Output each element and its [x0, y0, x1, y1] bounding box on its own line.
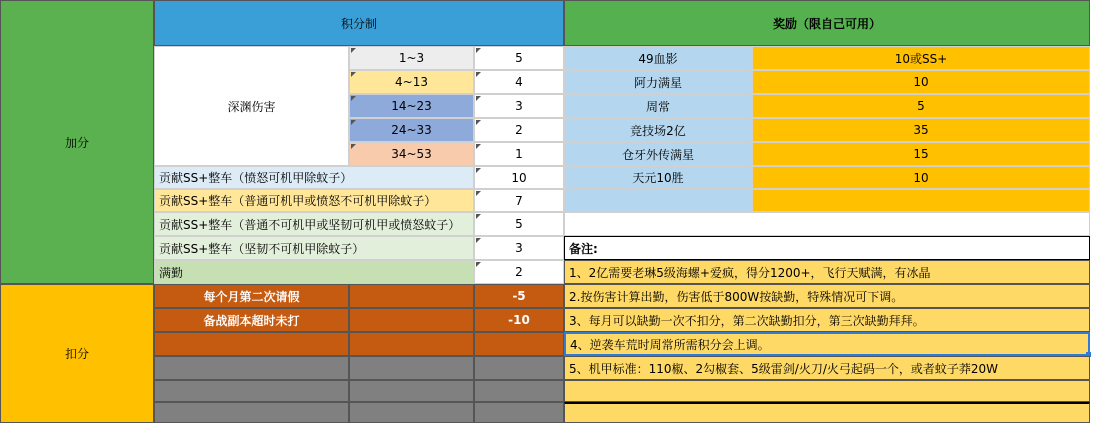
- abyss-rank-range[interactable]: 24~33: [349, 118, 474, 142]
- grey-empty-cell[interactable]: [474, 402, 564, 423]
- abyss-rank-points[interactable]: 5: [474, 46, 564, 70]
- note-empty[interactable]: [564, 380, 1090, 402]
- deduction-spacer[interactable]: [349, 284, 474, 308]
- add-section-label: 加分: [0, 0, 154, 284]
- contribution-label[interactable]: 贡献SS+整车（普通不可机甲或坚韧可机甲或愤怒蚊子）: [154, 212, 474, 236]
- contribution-points[interactable]: 10: [474, 166, 564, 189]
- abyss-damage-label: 深渊伤害: [154, 46, 349, 166]
- abyss-rank-points[interactable]: 4: [474, 70, 564, 94]
- abyss-rank-points[interactable]: 2: [474, 118, 564, 142]
- abyss-rank-points[interactable]: 3: [474, 94, 564, 118]
- reward-value[interactable]: 10或SS+: [752, 46, 1090, 70]
- reward-value[interactable]: 5: [752, 94, 1090, 118]
- deduction-label[interactable]: 备战副本超时未打: [154, 308, 349, 332]
- reward-value[interactable]: 15: [752, 142, 1090, 166]
- contribution-label[interactable]: 贡献SS+整车（普通可机甲或愤怒不可机甲除蚊子）: [154, 189, 474, 212]
- grey-empty-cell[interactable]: [349, 356, 474, 380]
- deduction-points[interactable]: -5: [474, 284, 564, 308]
- abyss-rank-range[interactable]: 34~53: [349, 142, 474, 166]
- grey-empty-cell[interactable]: [349, 380, 474, 402]
- abyss-rank-points[interactable]: 1: [474, 142, 564, 166]
- deduction-empty-row[interactable]: [349, 332, 474, 356]
- deduction-spacer[interactable]: [349, 308, 474, 332]
- deduct-section-label: 扣分: [0, 284, 154, 423]
- reward-item[interactable]: 竞技场2亿: [564, 118, 752, 142]
- reward-item[interactable]: 仓牙外传满星: [564, 142, 752, 166]
- grey-empty-cell[interactable]: [474, 380, 564, 402]
- abyss-rank-range[interactable]: 1~3: [349, 46, 474, 70]
- deduction-label[interactable]: 每个月第二次请假: [154, 284, 349, 308]
- full-attendance-points[interactable]: 2: [474, 260, 564, 284]
- contribution-points[interactable]: 5: [474, 212, 564, 236]
- note-line[interactable]: 2.按伤害计算出勤，伤害低于800W按缺勤，特殊情况可下调。: [564, 284, 1090, 308]
- note-empty[interactable]: [564, 402, 1090, 423]
- note-line[interactable]: 1、2亿需要老琳5级海螺+爱疯，得分1200+，飞行天赋满，有冰晶: [564, 260, 1090, 284]
- deduction-empty-row[interactable]: [474, 332, 564, 356]
- grey-empty-cell[interactable]: [474, 356, 564, 380]
- deduction-empty-row[interactable]: [154, 332, 349, 356]
- contribution-label[interactable]: 贡献SS+整车（坚韧不可机甲除蚊子）: [154, 236, 474, 260]
- grey-empty-cell[interactable]: [154, 380, 349, 402]
- deduction-points[interactable]: -10: [474, 308, 564, 332]
- contribution-points[interactable]: 7: [474, 189, 564, 212]
- grey-empty-cell[interactable]: [154, 356, 349, 380]
- note-line-selected[interactable]: 4、逆袭车荒时周常所需积分会上调。: [564, 332, 1090, 356]
- reward-value[interactable]: 35: [752, 118, 1090, 142]
- empty-cell[interactable]: [564, 212, 1090, 236]
- reward-value[interactable]: 10: [752, 70, 1090, 94]
- reward-item[interactable]: 49血影: [564, 46, 752, 70]
- reward-item[interactable]: 阿力满星: [564, 70, 752, 94]
- note-line[interactable]: 5、机甲标准：110椒、2勾椒套、5级雷剑/火刀/火弓起码一个，或者蚊子莽20W: [564, 356, 1090, 380]
- reward-item[interactable]: 天元10胜: [564, 166, 752, 189]
- rewards-header: 奖励（限自己可用）: [564, 0, 1090, 46]
- grey-empty-cell[interactable]: [349, 402, 474, 423]
- contribution-points[interactable]: 3: [474, 236, 564, 260]
- reward-item-empty[interactable]: [564, 189, 752, 212]
- notes-title: 备注:: [564, 236, 1090, 260]
- contribution-label[interactable]: 贡献SS+整车（愤怒可机甲除蚊子）: [154, 166, 474, 189]
- reward-item[interactable]: 周常: [564, 94, 752, 118]
- grey-empty-cell[interactable]: [154, 402, 349, 423]
- abyss-rank-range[interactable]: 14~23: [349, 94, 474, 118]
- note-line[interactable]: 3、每月可以缺勤一次不扣分，第二次缺勤扣分，第三次缺勤拜拜。: [564, 308, 1090, 332]
- points-system-header: 积分制: [154, 0, 564, 46]
- reward-value[interactable]: 10: [752, 166, 1090, 189]
- full-attendance-label[interactable]: 满勤: [154, 260, 474, 284]
- abyss-rank-range[interactable]: 4~13: [349, 70, 474, 94]
- reward-value-empty[interactable]: [752, 189, 1090, 212]
